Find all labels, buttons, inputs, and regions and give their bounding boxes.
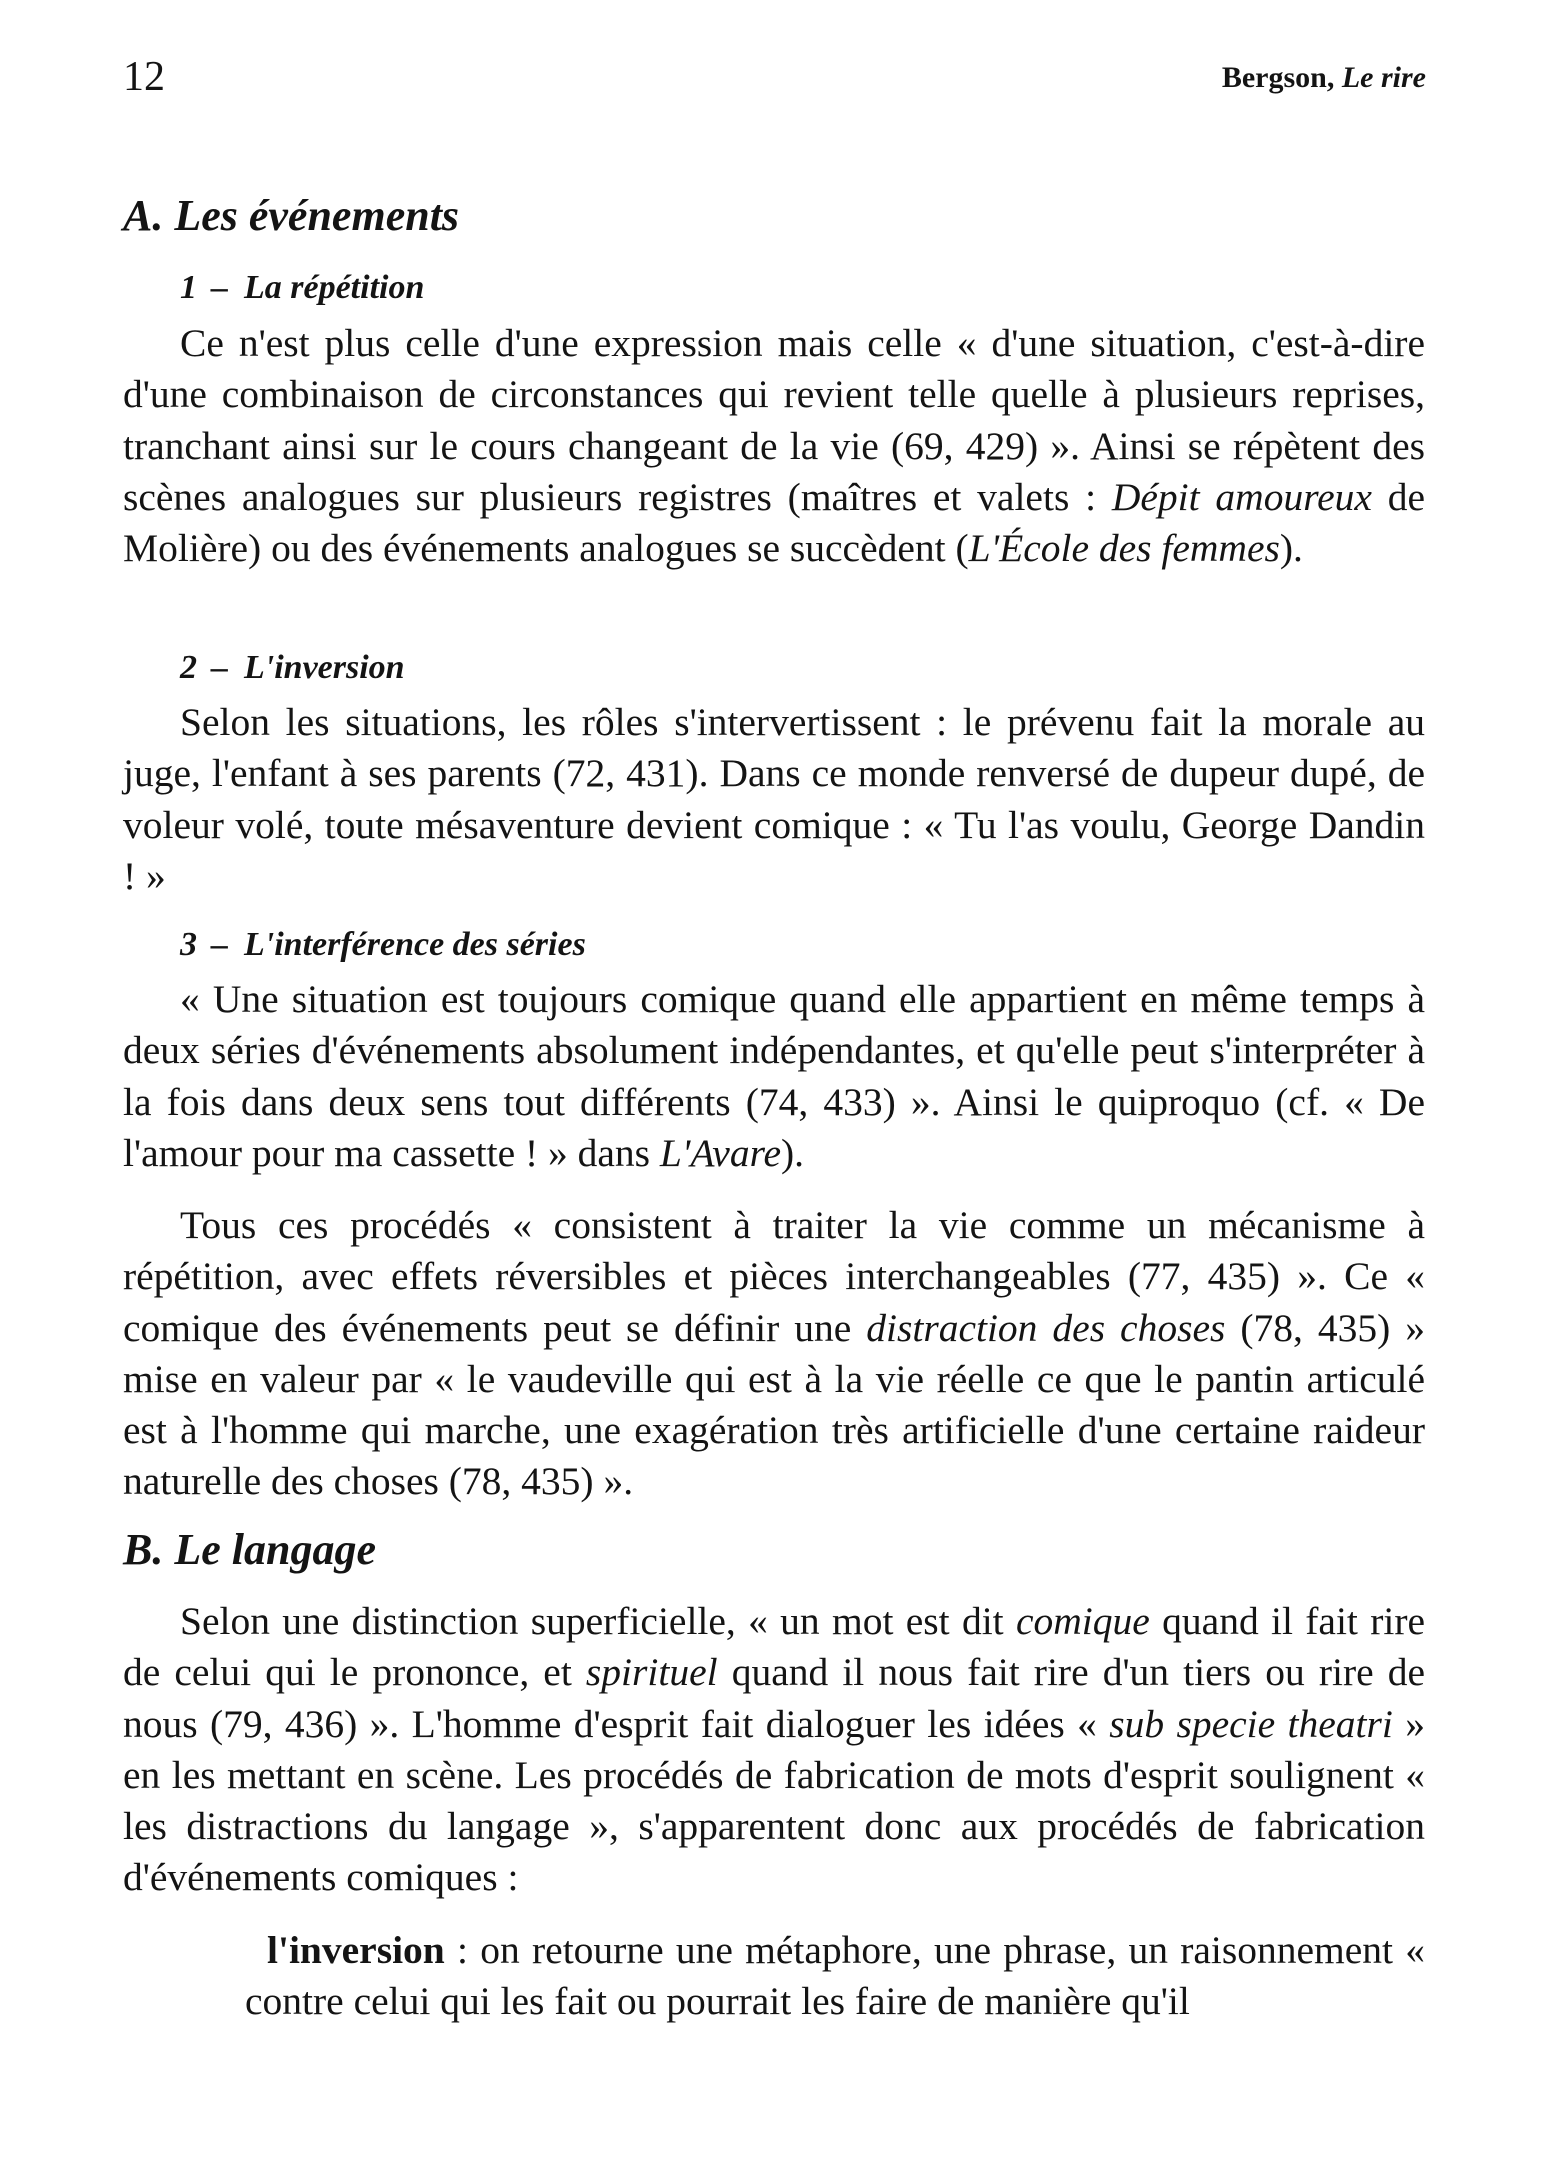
paragraph-text: quand il fait rire de celui qui le prononce, et bbox=[123, 1599, 1426, 1695]
paragraph-text: quand il nous fait rire d'un tiers ou rire de nous (79, 436) ». L'homme d'esprit fait dialoguer les idées « bbox=[123, 1650, 1426, 1746]
subsection-number: 1 bbox=[180, 269, 197, 306]
page-number: 12 bbox=[123, 54, 165, 100]
subsection-dash: – bbox=[211, 926, 228, 963]
paragraph-text: ( bbox=[955, 526, 969, 571]
paragraph-text: » en les mettant en scène. Les procédés de fabrication de mots d'esprit soulignent « les distractions du langage », s'apparentent donc aux procédés de fabrication d'événements comiques : bbox=[123, 1701, 1425, 1900]
paragraph-text: Selon une distinction superficielle, « un mot est dit bbox=[180, 1599, 1004, 1643]
subsection-dash: – bbox=[211, 269, 228, 306]
paragraph-langage bbox=[123, 1596, 1425, 1904]
list-item-inversion bbox=[245, 1925, 1425, 2028]
subsection-dash: – bbox=[211, 649, 228, 686]
running-head bbox=[123, 52, 1426, 102]
subsection-heading-interference bbox=[180, 922, 586, 968]
term-comique: comique bbox=[1016, 1599, 1150, 1643]
paragraph-text: de Molière) ou des événements analogues se succèdent bbox=[123, 474, 1426, 571]
work-title-avare: L'Avare bbox=[659, 1130, 782, 1175]
section-heading-b: B. Le langage bbox=[123, 1525, 376, 1574]
work-title-depit-amoureux: Dépit amoureux bbox=[1111, 474, 1372, 519]
subsection-number: 2 bbox=[180, 649, 197, 686]
book-title: Le rire bbox=[1341, 61, 1426, 94]
paragraph-text: Ce n'est plus celle d'une expression mais celle « d'une situation, c'est-à-dire d'une combinaison de circonstances qui revient telle quelle à plusieurs reprises, tranchant ainsi sur le cours changeant de la vie (69, 429) ». Ainsi se répètent des scènes analogues sur plusieurs registres (maîtres et valets : bbox=[123, 321, 1425, 519]
subsection-title: L'interférence des séries bbox=[244, 926, 586, 963]
subsection-heading-inversion bbox=[180, 645, 405, 691]
subsection-heading-repetition bbox=[180, 265, 424, 311]
paragraph-interference bbox=[123, 974, 1425, 1179]
subsection-title: La répétition bbox=[244, 269, 425, 306]
paragraph-text: Tous ces procédés « consistent à traiter la vie comme un mécanisme à répétition, avec effets réversibles et pièces interchangeables (77, 435) ». Ce « comique des événements peut se définir une bbox=[123, 1203, 1425, 1350]
paragraph-summary bbox=[123, 1200, 1425, 1508]
work-title-ecole-des-femmes: L'École des femmes bbox=[968, 526, 1280, 571]
running-title bbox=[1222, 56, 1426, 100]
list-term: l'inversion bbox=[267, 1928, 445, 1972]
paragraph-text: ). bbox=[1279, 526, 1303, 571]
list-text: : on retourne une métaphore, une phrase, un raisonnement « contre celui qui les fait ou pourrait les faire de manière qu'il bbox=[245, 1928, 1425, 2024]
author-name: Bergson, bbox=[1221, 61, 1335, 94]
paragraph-text: « Une situation est toujours comique quand elle appartient en même temps à deux séries d'événements absolument indépendantes, et qu'elle peut s'interpréter à la fois dans deux sens tout différents (74, 433) ». Ainsi le quiproquo (cf. « De l'amour pour ma cassette ! » dans bbox=[123, 977, 1425, 1175]
paragraph-text: (78, 435) » mise en valeur par « le vaudeville qui est à la vie réelle ce que le pantin articulé est à l'homme qui marche, une exagération très artificielle d'une certaine raideur naturelle des choses (78, 435) ». bbox=[123, 1305, 1425, 1504]
section-heading-a: A. Les événements bbox=[123, 191, 460, 240]
paragraph-inversion: Selon les situations, les rôles s'intervertissent : le prévenu fait la morale au juge, l'enfant à ses parents (72, 431). Dans ce monde renversé de dupeur dupé, de voleur volé, toute mésaventure devient comique : « Tu l'as voulu, George Dandin ! » bbox=[123, 700, 1425, 898]
subsection-title: L'inversion bbox=[244, 649, 405, 686]
term-spirituel: spirituel bbox=[585, 1650, 718, 1695]
paragraph-repetition bbox=[123, 318, 1425, 574]
latin-phrase: sub specie theatri bbox=[1109, 1701, 1393, 1746]
concept-distraction-des-choses: distraction des choses bbox=[866, 1305, 1226, 1350]
paragraph-text: ). bbox=[781, 1130, 805, 1175]
subsection-number: 3 bbox=[180, 926, 197, 963]
